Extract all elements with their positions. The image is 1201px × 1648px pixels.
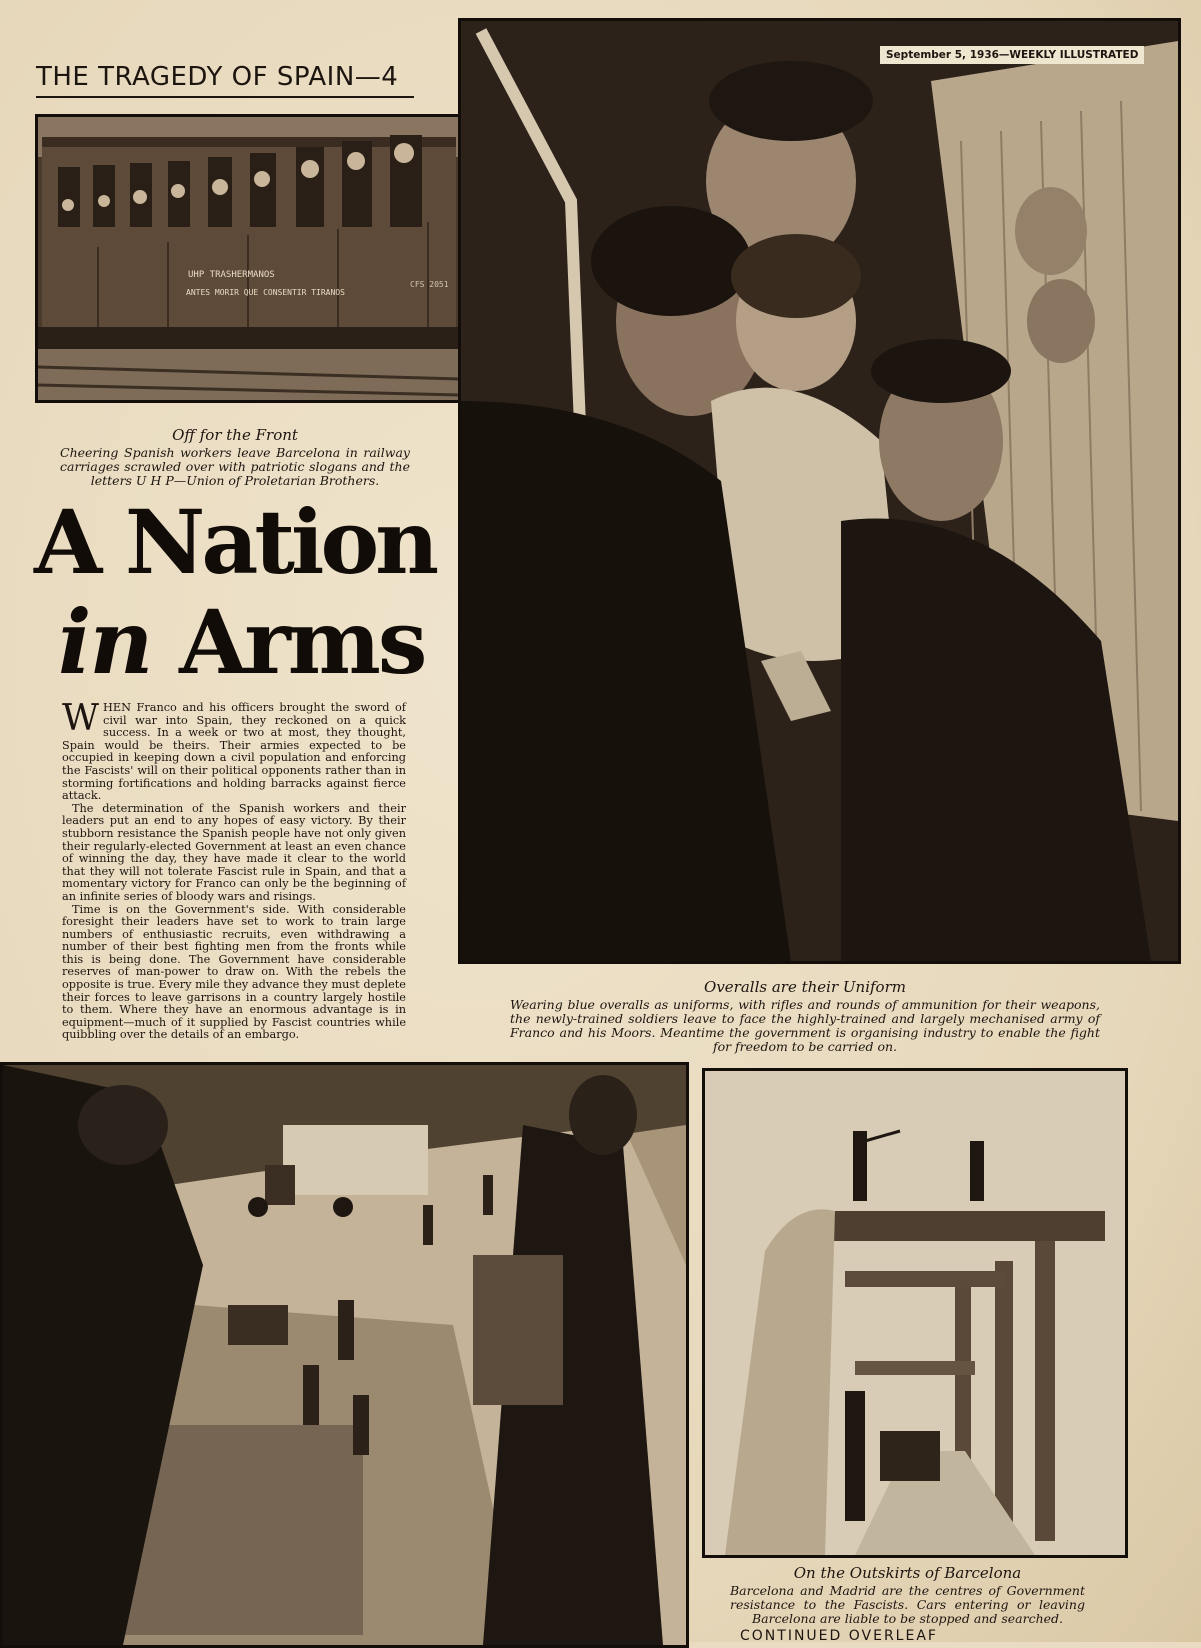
soldiers-family-illustration [461,21,1178,961]
train-slogan-2: ANTES MORIR QUE CONSENTIR TIRANOS [186,288,345,297]
dropcap: W [62,698,100,739]
train-slogan-1: UHP TRASHERMANOS [188,270,275,280]
dateline: September 5, 1936—WEEKLY ILLUSTRATED [880,46,1144,64]
bridge-illustration [705,1071,1125,1555]
series-title: THE TRAGEDY OF SPAIN—4 [36,62,414,98]
caption-outskirts-title: On the Outskirts of Barcelona [793,1564,1022,1582]
article-paragraph-2: The determination of the Spanish workers and their leaders put an end to any hopes of easy victory. By their stubborn resistance the Spanish people have not only given their regularly-elected Government at least an even chance of winning the day, they have made it clear to the world that they will not tolerate Fascist rule in Spain, and that a momentary victory for Franco can only be the beginning of an infinite series of bloody wars and risings. [62,801,406,903]
caption-uniform-title: Overalls are their Uniform [704,978,906,996]
headline [34,490,454,694]
headline-line-2 [34,590,454,694]
article-body [62,698,406,1042]
article-paragraph-1-text: HEN Franco and his officers brought the sword of civil war into Spain, they reckoned on a quick success. In a week or two at most, they thought, Spain would be theirs. Their armies expected to be occupied in keeping down a civil population and enforcing the Fascists' will on their political opponents rather than in storming fortifications and holding barracks against fierce attack. [62,701,406,803]
continued-footer: CONTINUED OVERLEAF [740,1628,938,1644]
caption-front-body: Cheering Spanish workers leave Barcelona in railway carriages scrawled over with patriotic slogans and the letters U H P—Union of Proletarian Brothers. [60,445,410,488]
headline-line-1: A Nation [34,490,436,594]
checkpoint-photo [0,1062,689,1648]
bridge-photo [702,1068,1128,1558]
caption-uniform-body: Wearing blue overalls as uniforms, with rifles and rounds of ammunition for their weapons, the newly-trained soldiers leave to face the highly-trained and largely mechanised army of Franco and his Moors. Meantime the government is organising industry to enable the fight for freedom to be carried on. [510,997,1100,1054]
checkpoint-illustration [3,1065,686,1645]
train-car-number: CFS 2051 [410,280,449,289]
headline-in: in [58,590,152,694]
caption-front-title: Off for the Front [172,426,298,444]
article-paragraph-1 [62,698,406,803]
main-photo [458,18,1181,964]
article-paragraph-3: Time is on the Government's side. With considerable foresight their leaders have set to work to train large numbers of enthusiastic recruits, even withdrawing a number of their best fighting men from the fronts while this is being done. The Government have considerable reserves of man-power to draw on. With the rebels the opposite is true. Every mile they advance they must deplete their forces to leave garrisons in a country largely hostile to them. Where they have an enormous advantage is in equipment—much of it supplied by Fascist countries while quibbling over the details of an embargo. [62,902,406,1042]
caption-uniform [510,978,1100,1054]
train-photo [35,114,463,403]
caption-front [60,426,410,488]
train-illustration [38,117,460,400]
caption-outskirts [730,1564,1085,1626]
headline-arms: Arms [179,590,425,694]
caption-outskirts-body: Barcelona and Madrid are the centres of Government resistance to the Fascists. Cars entering or leaving Barcelona are liable to be stopped and searched. [730,1583,1085,1626]
